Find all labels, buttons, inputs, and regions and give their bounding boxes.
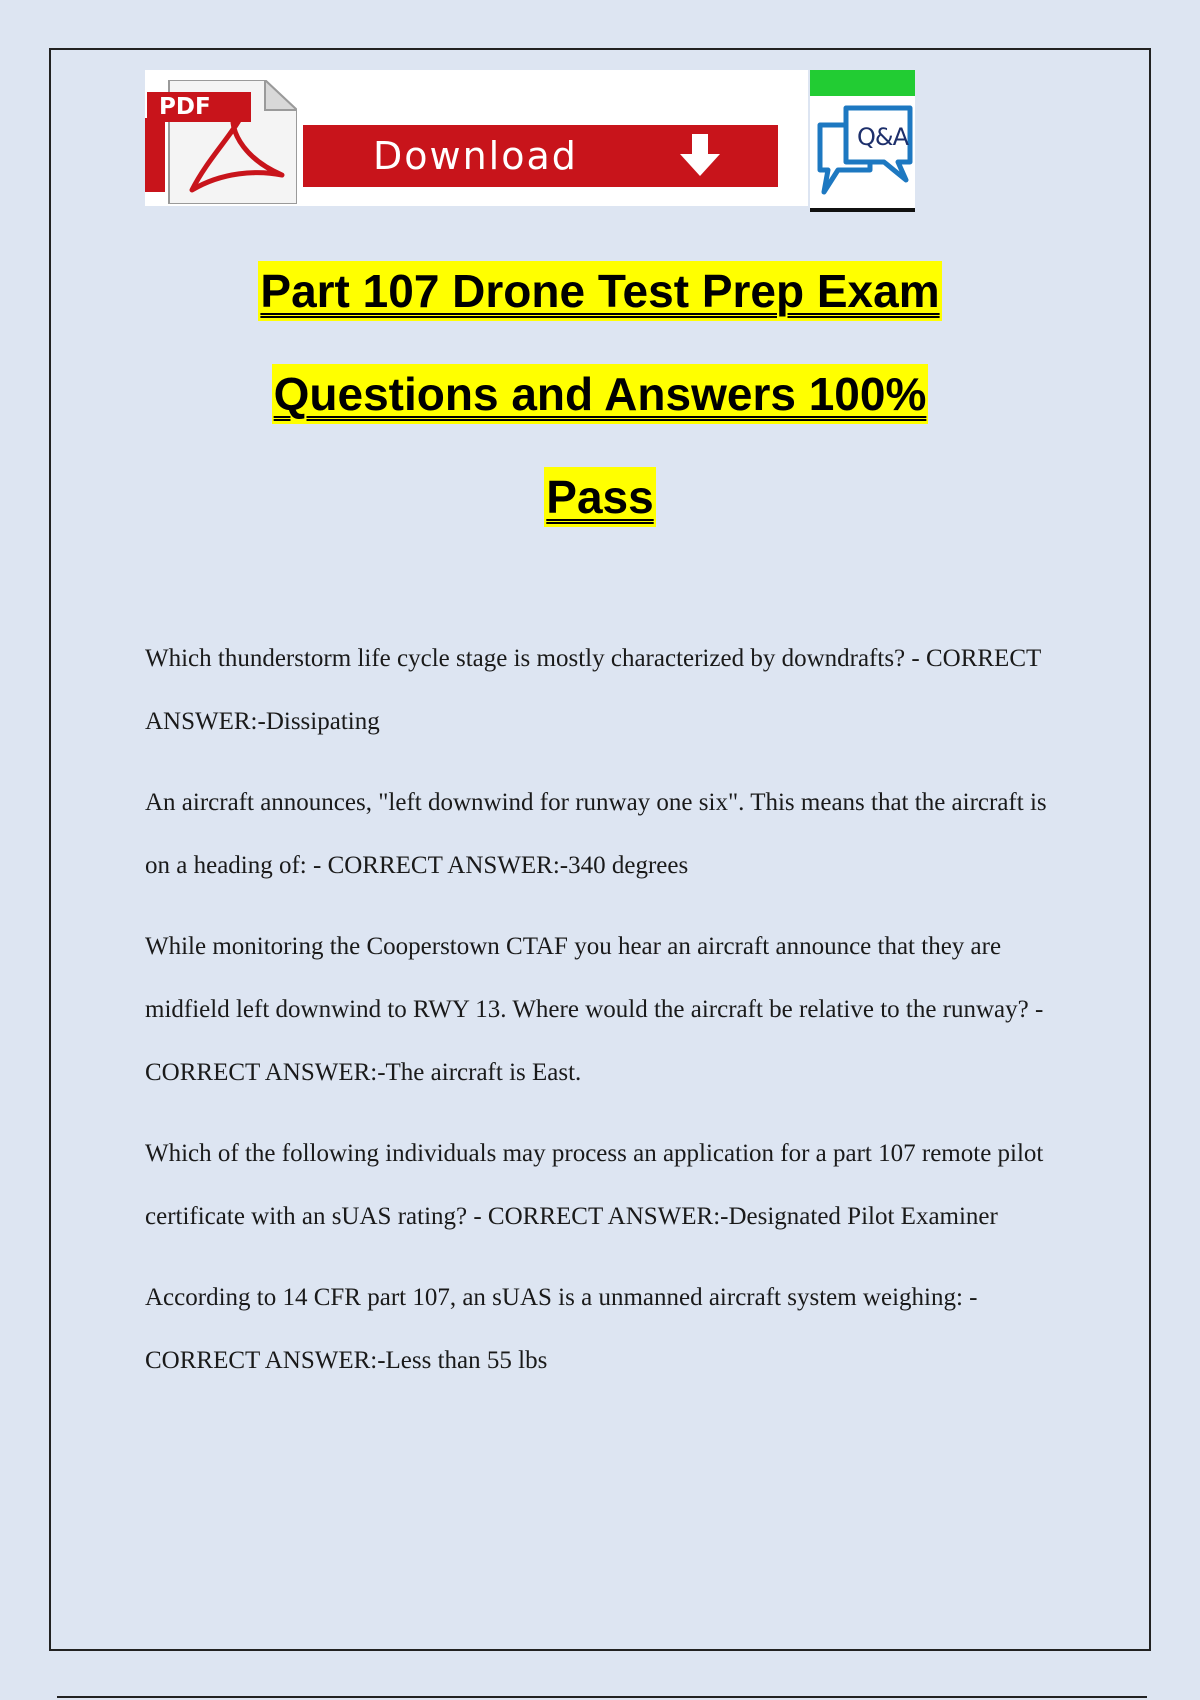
qa-bottom-line	[810, 208, 915, 212]
title-line-3: Pass	[544, 467, 655, 527]
question-item: Which thunderstorm life cycle stage is mostly characterized by downdrafts? - CORRECT ANSWER:-Dissipating	[145, 645, 1041, 735]
title-line-2: Questions and Answers 100%	[272, 364, 929, 424]
download-label[interactable]: Download	[373, 134, 578, 178]
question-item: An aircraft announces, "left downwind for runway one six". This means that the aircraft is on a heading of: - CORRECT ANSWER:-340 degrees	[145, 789, 1047, 879]
pdf-label: PDF	[147, 92, 251, 122]
download-arrow-icon[interactable]	[675, 132, 725, 182]
question-item: According to 14 CFR part 107, an sUAS is a unmanned aircraft system weighing: - CORRECT ANSWER:-Less than 55 lbs	[145, 1284, 978, 1374]
qa-chat-icon	[810, 70, 915, 212]
title-line-1: Part 107 Drone Test Prep Exam	[258, 261, 941, 321]
question-list	[145, 627, 1065, 1410]
download-banner[interactable]	[145, 70, 808, 206]
pdf-icon	[147, 80, 297, 204]
question-item: While monitoring the Cooperstown CTAF you hear an aircraft announce that they are midfield left downwind to RWY 13. Where would the aircraft be relative to the runway? - CORRECT ANSWER:-The aircraft is East.	[145, 933, 1044, 1086]
question-item: Which of the following individuals may process an application for a part 107 remote pilot certificate with an sUAS rating? - CORRECT ANSWER:-Designated Pilot Examiner	[145, 1140, 1044, 1230]
qa-label: Q&A	[857, 123, 909, 151]
page-bottom-rule	[57, 1696, 1147, 1698]
document-title	[145, 240, 1055, 549]
